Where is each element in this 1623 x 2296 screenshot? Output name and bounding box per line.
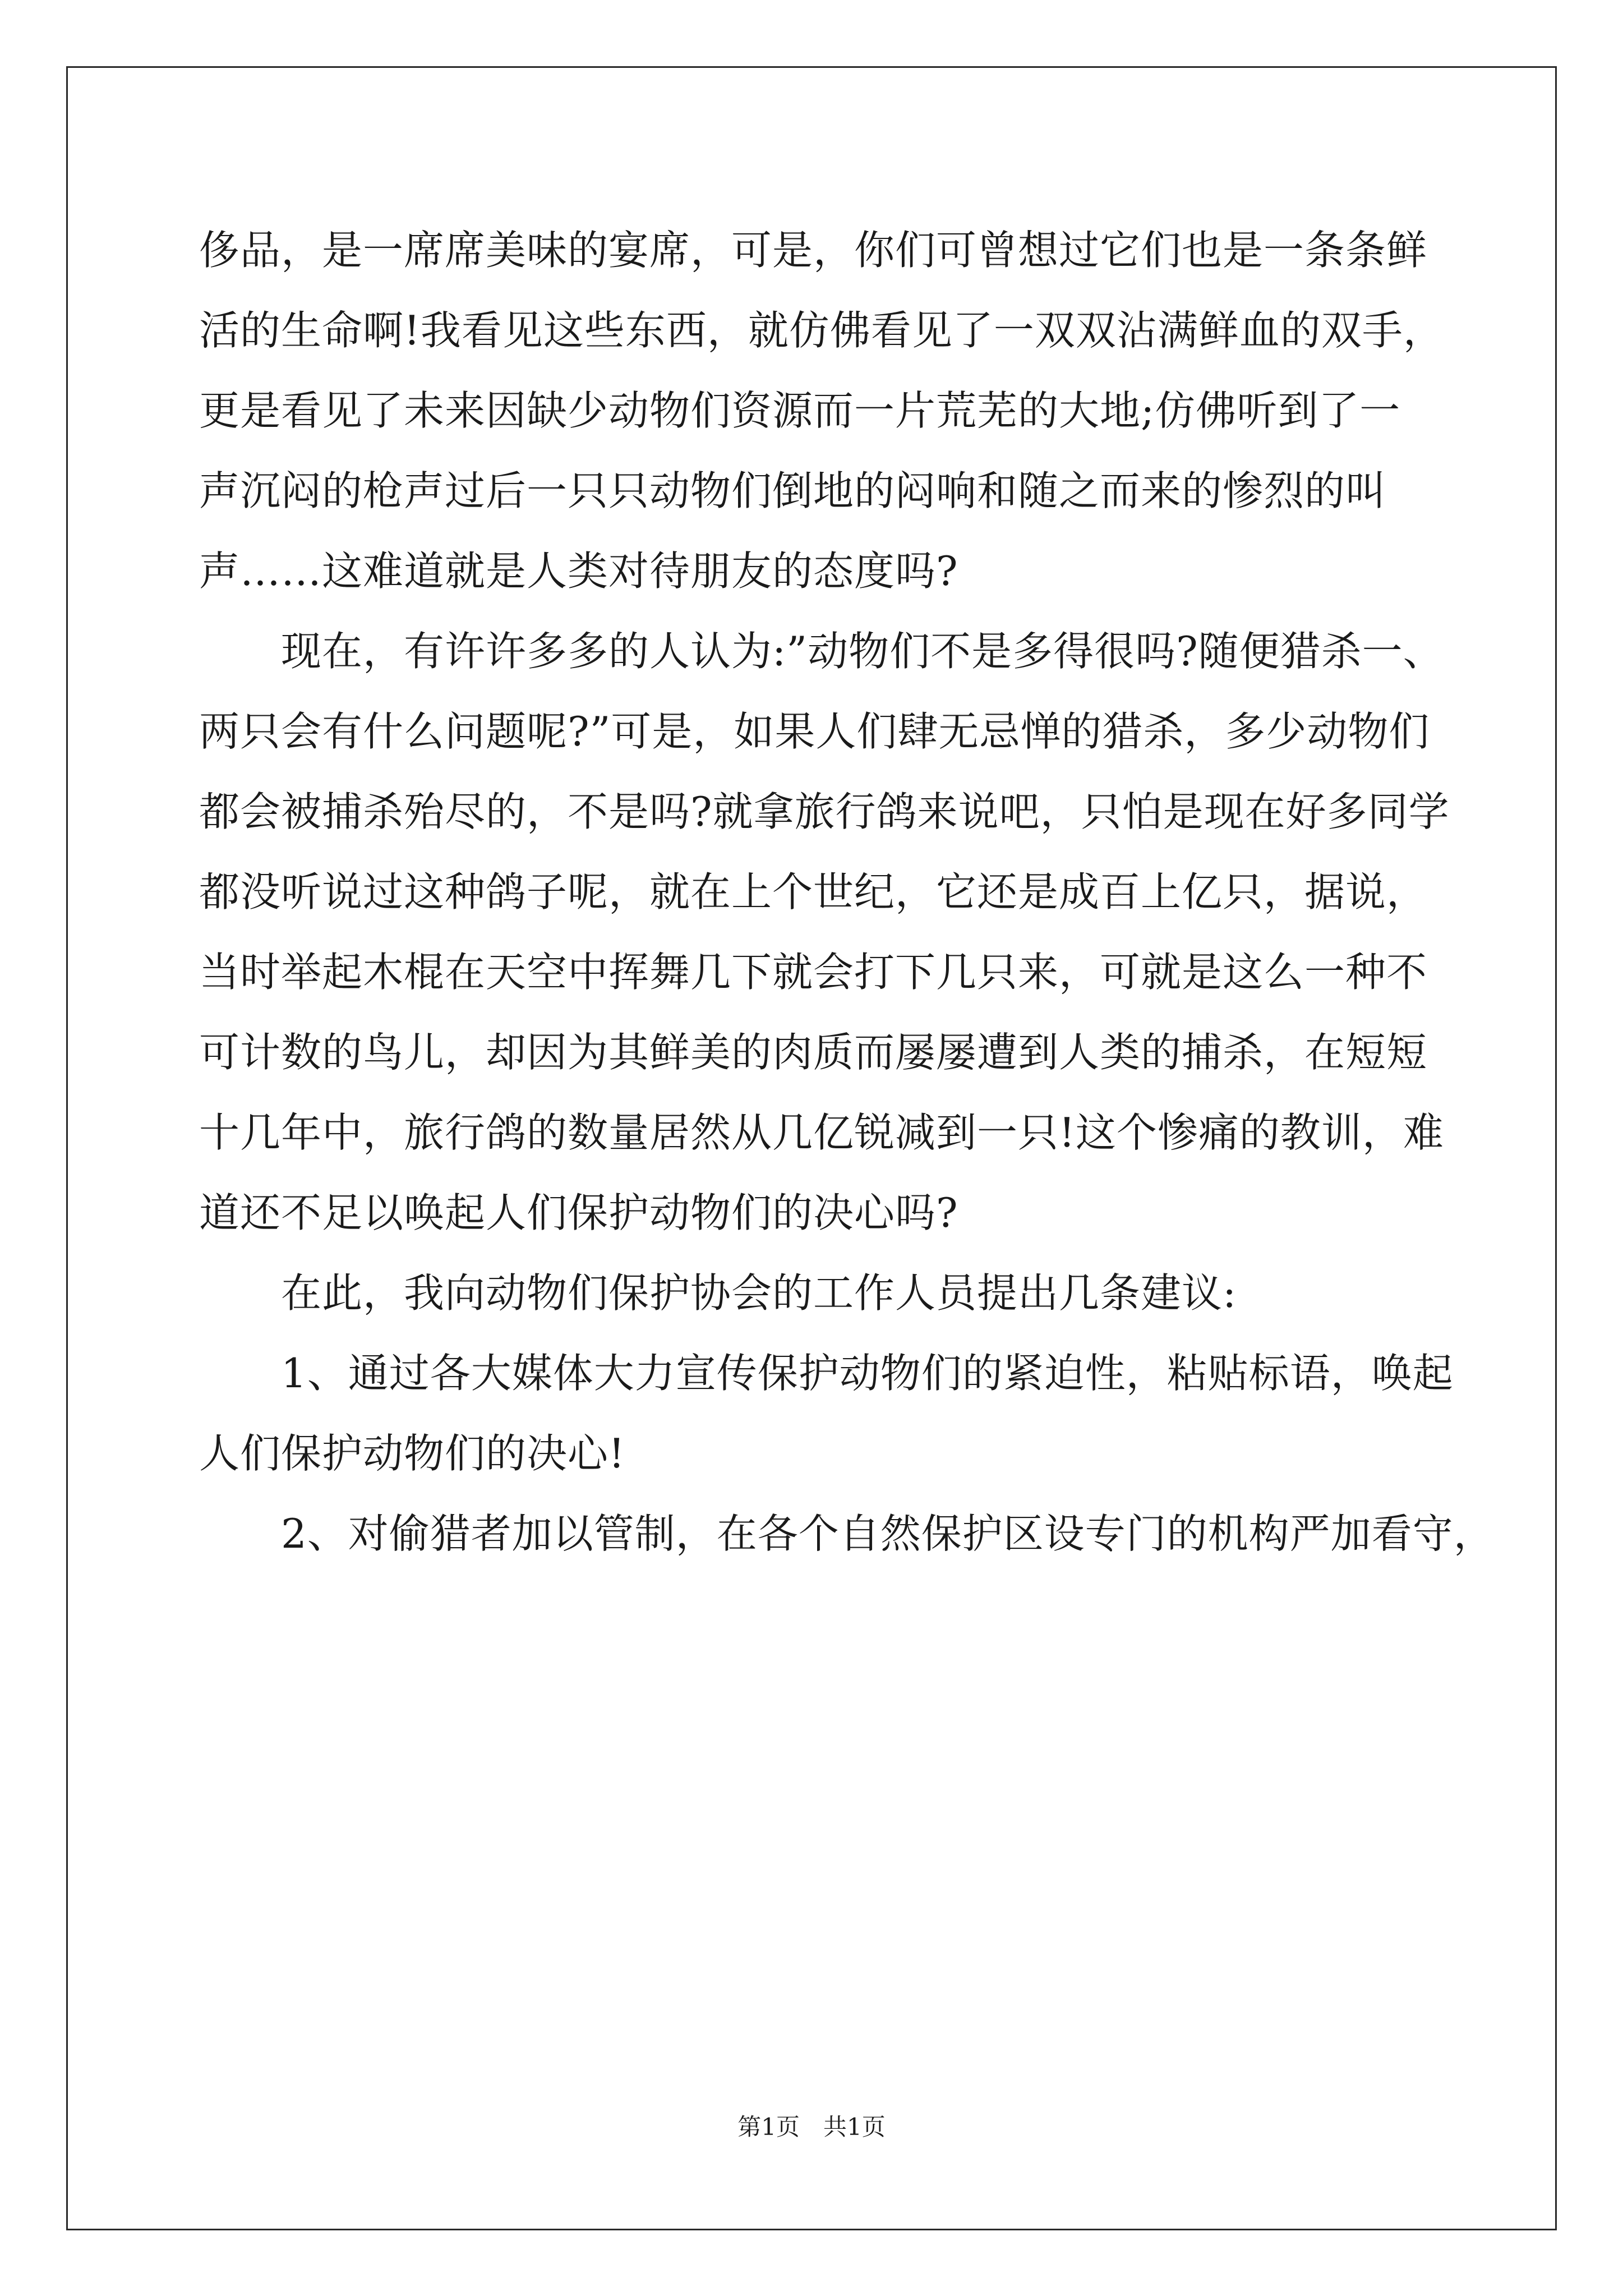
- text-line: 十几年中，旅行鸽的数量居然从几亿锐减到一只!这个惨痛的教训，难: [199, 1109, 1444, 1156]
- page-number-footer: 第1页 共1页: [737, 2113, 886, 2141]
- text-line: 侈品，是一席席美味的宴席，可是，你们可曾想过它们也是一条条鲜: [199, 227, 1428, 274]
- text-line: 声沉闷的枪声过后一只只动物们倒地的闷响和随之而来的惨烈的叫: [199, 467, 1387, 514]
- text-line: 都没听说过这种鸽子呢，就在上个世纪，它还是成百上亿只，据说，: [199, 868, 1428, 915]
- text-line: 可计数的鸟儿，却因为其鲜美的肉质而屡屡遭到人类的捕杀，在短短: [199, 1029, 1428, 1076]
- text-line: 活的生命啊!我看见这些东西，就仿佛看见了一双双沾满鲜血的双手，: [199, 307, 1444, 354]
- text-line: 更是看见了未来因缺少动物们资源而一片荒芜的大地;仿佛听到了一: [199, 387, 1401, 434]
- text-line: 人们保护动物们的决心!: [199, 1430, 625, 1477]
- text-line: 现在，有许许多多的人认为:”动物们不是多得很吗?随便猎杀一、: [199, 628, 1444, 675]
- text-line: 当时举起木棍在天空中挥舞几下就会打下几只来，可就是这么一种不: [199, 949, 1428, 996]
- text-line: 都会被捕杀殆尽的，不是吗?就拿旅行鸽来说吧，只怕是现在好多同学: [199, 788, 1450, 835]
- text-line: 道还不足以唤起人们保护动物们的决心吗?: [199, 1189, 958, 1236]
- text-line: 声……这难道就是人类对待朋友的态度吗?: [199, 547, 958, 595]
- document-body: [199, 210, 1495, 1574]
- text-line: 1、通过各大媒体大力宣传保护动物们的紧迫性，粘贴标语，唤起: [199, 1350, 1454, 1397]
- text-line: 两只会有什么问题呢?”可是，如果人们肆无忌惮的猎杀，多少动物们: [199, 708, 1430, 755]
- text-line: 2、对偷猎者加以管制，在各个自然保护区设专门的机构严加看守，: [199, 1510, 1495, 1557]
- text-line: 在此，我向动物们保护协会的工作人员提出几条建议:: [199, 1269, 1237, 1317]
